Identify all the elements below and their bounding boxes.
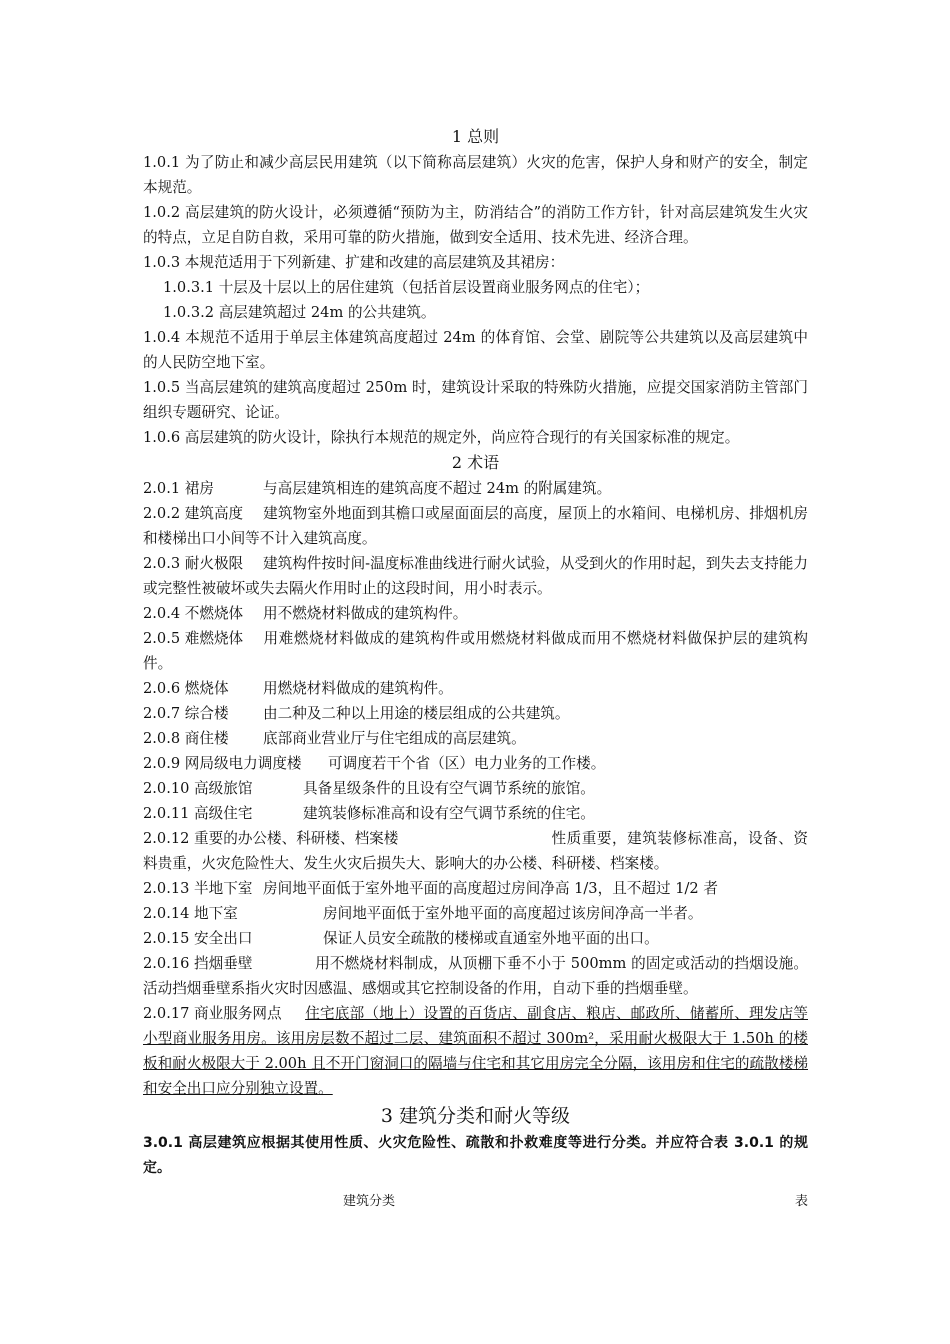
clause-1-0-2: 1.0.2 高层建筑的防火设计，必须遵循“预防为主，防消结合”的消防工作方针，针对高层建筑发生火灾的特点，立足自防自救，采用可靠的防火措施，做到安全适用、技术先进、经济合理。 [143, 204, 808, 246]
term-row [143, 826, 808, 876]
term-definition: 用不燃烧材料制成，从顶棚下垂不小于 500mm 的固定或活动的挡烟设施。活动挡烟垂壁系指火灾时因感温、感烟或其它控制设备的作用，自动下垂的挡烟垂壁。 [143, 955, 808, 997]
clause-1-0-3-1: 1.0.3.1 十层及十层以上的居住建筑（包括首层设置商业服务网点的住宅）； [163, 279, 650, 296]
clause-1-0-3-2: 1.0.3.2 高层建筑超过 24m 的公共建筑。 [163, 304, 436, 321]
term-definition: 建筑构件按时间-温度标准曲线进行耐火试验，从受到火的作用时起，到失去支持能力或完整性被破坏或失去隔火作用时止的这段时间，用小时表示。 [143, 555, 808, 597]
term-definition: 用难燃烧材料做成的建筑构件或用燃烧材料做成而用不燃烧材料做保护层的建筑构件。 [143, 630, 808, 672]
clause-3-0-1: 3.0.1 高层建筑应根据其使用性质、火灾危险性、疏散和扑救难度等进行分类。并应符合表 3.0.1 的规定。 [143, 1135, 808, 1176]
term-label: 2.0.16 挡烟垂壁 [143, 955, 253, 972]
term-row [143, 751, 808, 776]
term-label: 2.0.2 建筑高度 [143, 505, 244, 522]
term-row [143, 476, 808, 501]
clause-1-0-6: 1.0.6 高层建筑的防火设计，除执行本规范的规定外，尚应符合现行的有关国家标准的规定。 [143, 429, 740, 446]
clause-1-0-5: 1.0.5 当高层建筑的建筑高度超过 250m 时，建筑设计采取的特殊防火措施，应提交国家消防主管部门组织专题研究、论证。 [143, 379, 808, 421]
term-definition: 房间地平面低于室外地平面的高度超过该房间净高一半者。 [323, 905, 703, 922]
term-label: 2.0.10 高级旅馆 [143, 780, 253, 797]
term-definition: 用燃烧材料做成的建筑构件。 [263, 680, 453, 697]
term-label: 2.0.13 半地下室 [143, 880, 253, 897]
term-row [143, 626, 808, 676]
term-row [143, 601, 808, 626]
term-label: 2.0.6 燃烧体 [143, 680, 229, 697]
term-definition: 与高层建筑相连的建筑高度不超过 24m 的附属建筑。 [263, 480, 612, 497]
section-2-title: 2 术语 [451, 453, 500, 472]
term-label: 2.0.9 网局级电力调度楼 [143, 755, 302, 772]
clause-1-0-3: 1.0.3 本规范适用于下列新建、扩建和改建的高层建筑及其裙房： [143, 254, 565, 271]
table-caption-row [143, 1189, 808, 1214]
term-row [143, 551, 808, 601]
term-row [143, 701, 808, 726]
term-definition: 保证人员安全疏散的楼梯或直通室外地平面的出口。 [323, 930, 659, 947]
term-row [143, 951, 808, 1001]
term-label: 2.0.4 不燃烧体 [143, 605, 244, 622]
term-label: 2.0.12 重要的办公楼、科研楼、档案楼 [143, 830, 399, 847]
term-label: 2.0.8 商住楼 [143, 730, 229, 747]
term-label: 2.0.3 耐火极限 [143, 555, 244, 572]
term-label: 2.0.7 综合楼 [143, 705, 229, 722]
term-label: 2.0.15 安全出口 [143, 930, 253, 947]
term-definition: 房间地平面低于室外地平面的高度超过房间净高 1/3，且不超过 1/2 者 [263, 880, 718, 897]
clause-1-0-4: 1.0.4 本规范不适用于单层主体建筑高度超过 24m 的体育馆、会堂、剧院等公共建筑以及高层建筑中的人民防空地下室。 [143, 329, 808, 371]
document-page [143, 124, 808, 1214]
term-label: 2.0.11 高级住宅 [143, 805, 253, 822]
term-label: 2.0.1 裙房 [143, 480, 214, 497]
term-definition: 建筑装修标准高和设有空气调节系统的住宅。 [303, 805, 595, 822]
term-row [143, 776, 808, 801]
table-caption: 建筑分类 [343, 1194, 396, 1209]
term-label: 2.0.17 商业服务网点 [143, 1005, 282, 1022]
term-definition: 性质重要，建筑装修标准高，设备、资料贵重，火灾危险性大、发生火灾后损失大、影响大的办公楼、科研楼、档案楼。 [143, 830, 808, 872]
term-row [143, 726, 808, 751]
term-definition: 住宅底部（地上）设置的百货店、副食店、粮店、邮政所、储蓄所、理发店等小型商业服务用房。该用房层数不超过二层、建筑面积不超过 300m²，采用耐火极限大于 1.50h 的楼板和耐火极限大于 2.00h 且不开门窗洞口的隔墙与住宅和其它用房完全分隔，该用房和住宅的疏散楼梯和安全出口应分别独立设置。 [143, 1005, 808, 1097]
term-row [143, 676, 808, 701]
section-1-title: 1 总则 [451, 127, 500, 146]
term-row [143, 1001, 808, 1101]
term-row [143, 801, 808, 826]
term-definition: 用不燃烧材料做成的建筑构件。 [263, 605, 468, 622]
term-label: 2.0.14 地下室 [143, 905, 238, 922]
term-row [143, 901, 808, 926]
term-row [143, 926, 808, 951]
term-definition: 由二种及二种以上用途的楼层组成的公共建筑。 [263, 705, 570, 722]
term-row [143, 501, 808, 551]
section-3-title: 3 建筑分类和耐火等级 [380, 1105, 571, 1127]
table-label: 表 [794, 1194, 808, 1209]
term-definition: 具备星级条件的且设有空气调节系统的旅馆。 [303, 780, 595, 797]
term-definition: 建筑物室外地面到其檐口或屋面面层的高度，屋顶上的水箱间、电梯机房、排烟机房和楼梯出口小间等不计入建筑高度。 [143, 505, 808, 547]
term-label: 2.0.5 难燃烧体 [143, 630, 244, 647]
term-row [143, 876, 808, 901]
term-definition: 底部商业营业厅与住宅组成的高层建筑。 [263, 730, 526, 747]
term-definition: 可调度若干个省（区）电力业务的工作楼。 [328, 755, 606, 772]
clause-1-0-1: 1.0.1 为了防止和减少高层民用建筑（以下简称高层建筑）火灾的危害，保护人身和财产的安全，制定本规范。 [143, 154, 808, 196]
